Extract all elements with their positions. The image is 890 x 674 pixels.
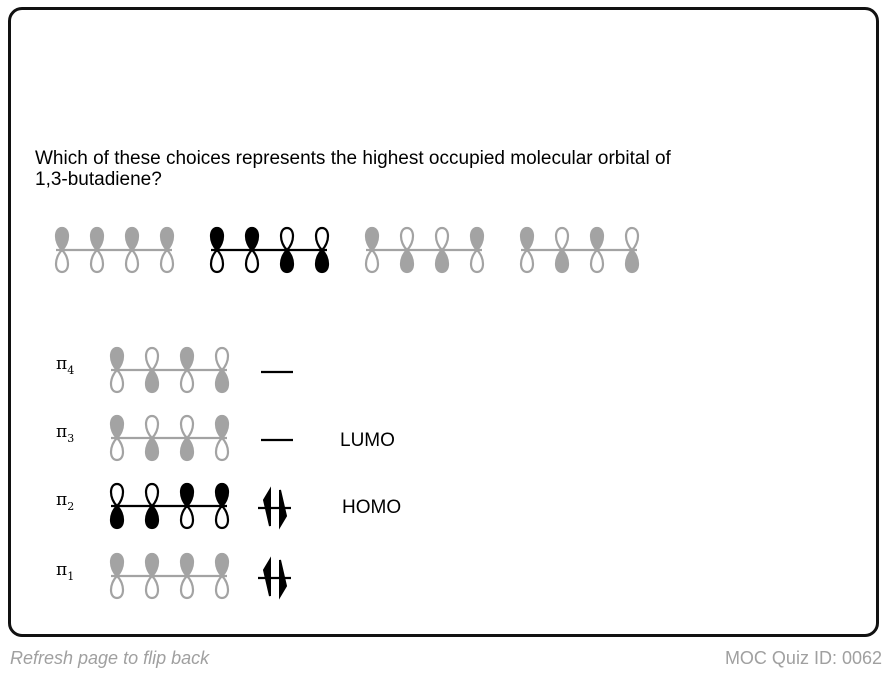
- choice-4-orbital-svg: [515, 226, 645, 276]
- upper-lobe: [216, 484, 228, 506]
- upper-lobe: [626, 228, 638, 250]
- upper-lobe: [521, 228, 533, 250]
- level-symbol: $\pi_4$: [56, 354, 75, 377]
- upper-lobe: [161, 228, 173, 250]
- electron-occupancy: [255, 482, 300, 537]
- lower-lobe: [146, 438, 158, 460]
- paired-electrons: [255, 552, 300, 602]
- pi1-orbital-svg: [105, 552, 235, 602]
- energy-level-pi2: [50, 482, 450, 532]
- lower-lobe: [556, 250, 568, 272]
- upper-lobe: [91, 228, 103, 250]
- electron-occupancy: [255, 414, 300, 469]
- level-label-lumo: LUMO: [340, 430, 395, 451]
- electron-occupancy: [255, 346, 300, 401]
- upper-lobe: [246, 228, 258, 250]
- spin-down-arrow: [280, 560, 286, 596]
- orbital-diagram: [105, 346, 235, 401]
- choice-2-orbital-svg: [205, 226, 335, 276]
- upper-lobe: [216, 348, 228, 370]
- spin-up-arrow: [264, 490, 270, 526]
- level-symbol: $\pi_3$: [56, 422, 75, 445]
- spin-up-arrow: [264, 560, 270, 596]
- choice-3-orbital-svg: [360, 226, 490, 276]
- pi2-orbital-svg: [105, 482, 235, 532]
- quiz-card: [8, 7, 879, 637]
- lower-lobe: [401, 250, 413, 272]
- upper-lobe: [366, 228, 378, 250]
- lower-lobe: [91, 250, 103, 272]
- lower-lobe: [56, 250, 68, 272]
- lower-lobe: [146, 370, 158, 392]
- upper-lobe: [126, 228, 138, 250]
- lower-lobe: [316, 250, 328, 272]
- lower-lobe: [591, 250, 603, 272]
- upper-lobe: [211, 228, 223, 250]
- upper-lobe: [146, 416, 158, 438]
- lower-lobe: [111, 370, 123, 392]
- level-symbol: $\pi_2$: [56, 490, 75, 513]
- lower-lobe: [216, 576, 228, 598]
- lower-lobe: [471, 250, 483, 272]
- lower-lobe: [161, 250, 173, 272]
- lower-lobe: [216, 438, 228, 460]
- paired-electrons: [255, 482, 300, 532]
- orbital-diagram: [105, 482, 235, 537]
- upper-lobe: [471, 228, 483, 250]
- upper-lobe: [111, 554, 123, 576]
- choice-4[interactable]: [515, 226, 645, 276]
- upper-lobe: [56, 228, 68, 250]
- lower-lobe: [146, 576, 158, 598]
- upper-lobe: [111, 348, 123, 370]
- upper-lobe: [146, 554, 158, 576]
- lower-lobe: [181, 438, 193, 460]
- choice-1-orbital-svg: [50, 226, 180, 276]
- upper-lobe: [181, 554, 193, 576]
- lower-lobe: [111, 506, 123, 528]
- upper-lobe: [111, 484, 123, 506]
- upper-lobe: [181, 348, 193, 370]
- upper-lobe: [216, 554, 228, 576]
- lower-lobe: [181, 370, 193, 392]
- choice-3[interactable]: [360, 226, 490, 276]
- pi3-orbital-svg: [105, 414, 235, 464]
- upper-lobe: [556, 228, 568, 250]
- lower-lobe: [111, 576, 123, 598]
- electron-occupancy: [255, 552, 300, 607]
- flip-back-hint: Refresh page to flip back: [10, 648, 210, 668]
- lower-lobe: [216, 370, 228, 392]
- lower-lobe: [181, 506, 193, 528]
- orbital-diagram: [105, 552, 235, 607]
- upper-lobe: [111, 416, 123, 438]
- orbital-diagram: [105, 414, 235, 469]
- energy-level-pi4: [50, 346, 450, 396]
- lower-lobe: [366, 250, 378, 272]
- answer-choices: [50, 226, 660, 276]
- energy-level-pi1: [50, 552, 450, 602]
- lower-lobe: [281, 250, 293, 272]
- empty-level-line: [255, 414, 300, 464]
- choice-1[interactable]: [50, 226, 180, 276]
- quiz-id: MOC Quiz ID: 0062: [724, 648, 882, 668]
- upper-lobe: [436, 228, 448, 250]
- upper-lobe: [316, 228, 328, 250]
- pi4-orbital-svg: [105, 346, 235, 396]
- upper-lobe: [401, 228, 413, 250]
- upper-lobe: [181, 484, 193, 506]
- upper-lobe: [146, 348, 158, 370]
- lower-lobe: [436, 250, 448, 272]
- lower-lobe: [126, 250, 138, 272]
- lower-lobe: [521, 250, 533, 272]
- lower-lobe: [146, 506, 158, 528]
- upper-lobe: [281, 228, 293, 250]
- lower-lobe: [111, 438, 123, 460]
- question-text: Which of these choices represents the highest occupied molecular orbital of 1,3-butadiene?: [35, 148, 671, 190]
- lower-lobe: [216, 506, 228, 528]
- upper-lobe: [181, 416, 193, 438]
- upper-lobe: [146, 484, 158, 506]
- spin-down-arrow: [280, 490, 286, 526]
- level-symbol: $\pi_1$: [56, 560, 75, 583]
- level-label-homo: HOMO: [342, 497, 402, 518]
- lower-lobe: [626, 250, 638, 272]
- choice-2[interactable]: [205, 226, 335, 276]
- empty-level-line: [255, 346, 300, 396]
- lower-lobe: [211, 250, 223, 272]
- lower-lobe: [181, 576, 193, 598]
- upper-lobe: [216, 416, 228, 438]
- lower-lobe: [246, 250, 258, 272]
- upper-lobe: [591, 228, 603, 250]
- energy-level-pi3: [50, 414, 450, 464]
